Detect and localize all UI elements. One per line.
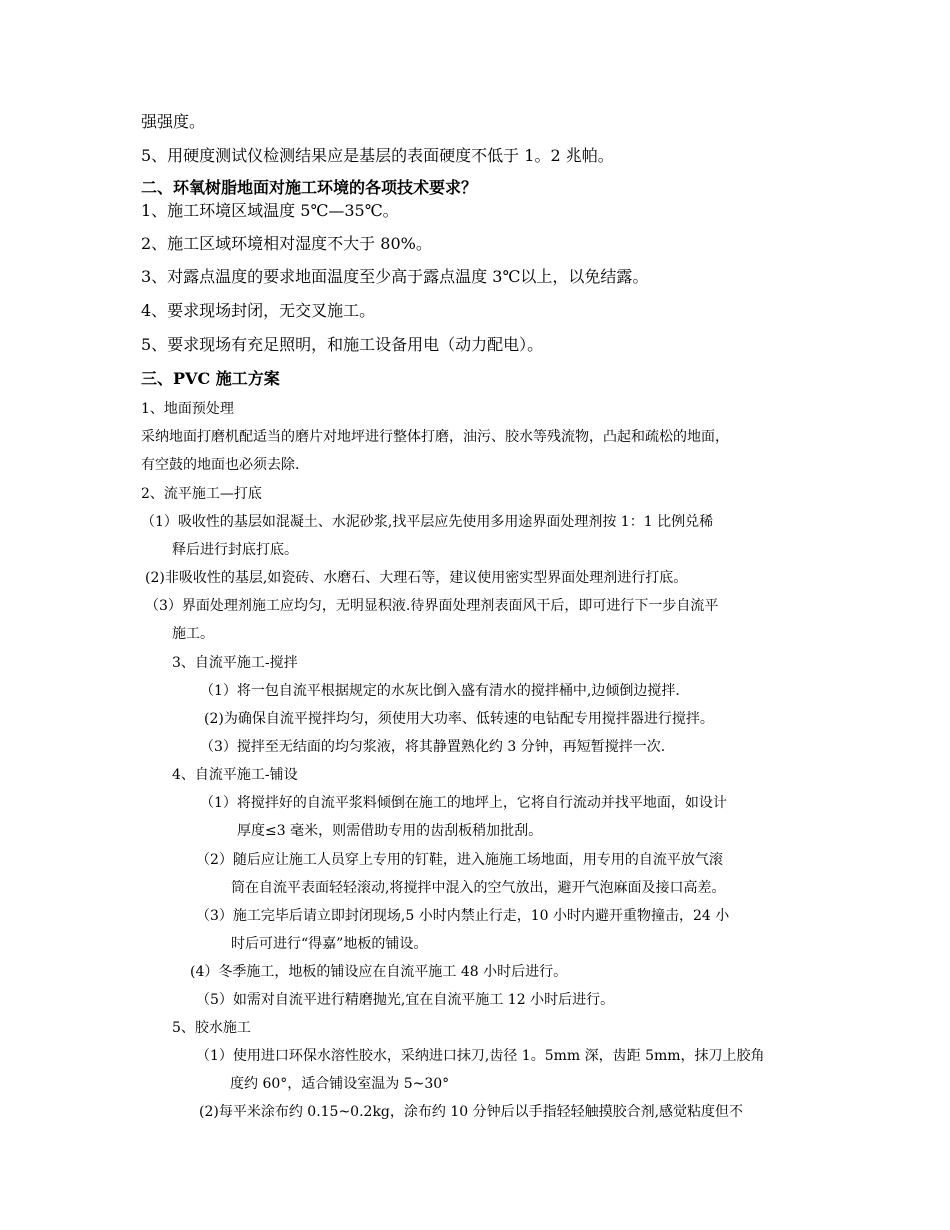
text-line: （3）搅拌至无结面的均匀浆液，将其静置熟化约 3 分钟，再短暂搅拌一次. — [200, 739, 666, 755]
text-line: (2)非吸收性的基层,如瓷砖、水磨石、大理石等，建议使用密实型界面处理剂进行打底。 — [145, 570, 688, 586]
text-line: 度约 60°，适合铺设室温为 5~30° — [230, 1076, 450, 1092]
text-line: 强强度。 — [141, 112, 206, 131]
text-line: 筒在自流平表面轻轻滚动,将搅拌中混入的空气放出，避开气泡麻面及接口高差。 — [231, 880, 726, 896]
text-line: 5、用硬度测试仪检测结果应是基层的表面硬度不低于 1。2 兆帕。 — [141, 146, 614, 165]
text-line: （1）使用进口环保水溶性胶水，采纳进口抹刀,齿径 1。5mm 深，齿距 5mm，抹刀上胶角 — [196, 1048, 765, 1064]
text-line: 厚度≤3 毫米，则需借助专用的齿刮板稍加批刮。 — [237, 823, 543, 839]
text-line: 施工。 — [172, 626, 214, 642]
text-line: 释后进行封底打底。 — [172, 542, 298, 558]
text-line: 5、胶水施工 — [172, 1020, 251, 1036]
text-line: 2、施工区域环境相对湿度不大于 80%。 — [141, 234, 432, 253]
text-line: 2、流平施工—打底 — [141, 486, 262, 502]
text-line: （3）界面处理剂施工应均匀，无明显积液.待界面处理剂表面风干后，即可进行下一步自流平 — [145, 598, 719, 614]
text-line: （1）将一包自流平根据规定的水灰比倒入盛有清水的搅拌桶中,边倾倒边搅拌. — [200, 683, 680, 699]
section-heading: 三、PVC 施工方案 — [141, 369, 280, 388]
text-line: （1）将搅拌好的自流平浆料倾倒在施工的地坪上，它将自行流动并找平地面，如设计 — [200, 795, 727, 811]
text-line: 4、自流平施工-铺设 — [172, 767, 298, 783]
text-line: （5）如需对自流平进行精磨抛光,宜在自流平施工 12 小时后进行。 — [196, 992, 615, 1008]
text-line: 4、要求现场封闭，无交叉施工。 — [141, 301, 376, 320]
text-line: (2)为确保自流平搅拌均匀，须使用大功率、低转速的电钻配专用搅拌器进行搅拌。 — [204, 711, 714, 727]
text-line: (4）冬季施工，地板的铺设应在自流平施工 48 小时后进行。 — [190, 964, 568, 980]
text-line: （1）吸收性的基层如混凝土、水泥砂浆,找平层应先使用多用途界面处理剂按 1：1 比例兑稀 — [141, 514, 714, 530]
text-line: 1、施工环境区域温度 5℃—35℃。 — [141, 201, 399, 220]
text-line: 时后可进行“得嘉”地板的铺设。 — [231, 936, 428, 952]
text-line: 有空鼓的地面也必须去除. — [141, 457, 300, 473]
text-line: 3、对露点温度的要求地面温度至少高于露点温度 3℃以上，以免结露。 — [141, 267, 649, 286]
text-line: (2)每平米涂布约 0.15~0.2kg，涂布约 10 分钟后以手指轻轻触摸胶合剂,感觉粘度但不 — [199, 1104, 744, 1120]
text-line: （2）随后应让施工人员穿上专用的钉鞋，进入施施工场地面，用专用的自流平放气滚 — [196, 852, 723, 868]
text-line: （3）施工完毕后请立即封闭现场,5 小时内禁止行走，10 小时内避开重物撞击，24 小 — [196, 908, 730, 924]
text-line: 5、要求现场有充足照明，和施工设备用电（动力配电）。 — [141, 335, 544, 354]
text-line: 1、地面预处理 — [141, 401, 234, 417]
text-line: 采纳地面打磨机配适当的磨片对地坪进行整体打磨，油污、胶水等残流物，凸起和疏松的地面， — [141, 429, 729, 445]
text-line: 3、自流平施工-搅拌 — [172, 655, 298, 671]
section-heading: 二、环氧树脂地面对施工环境的各项技术要求？ — [141, 178, 478, 197]
